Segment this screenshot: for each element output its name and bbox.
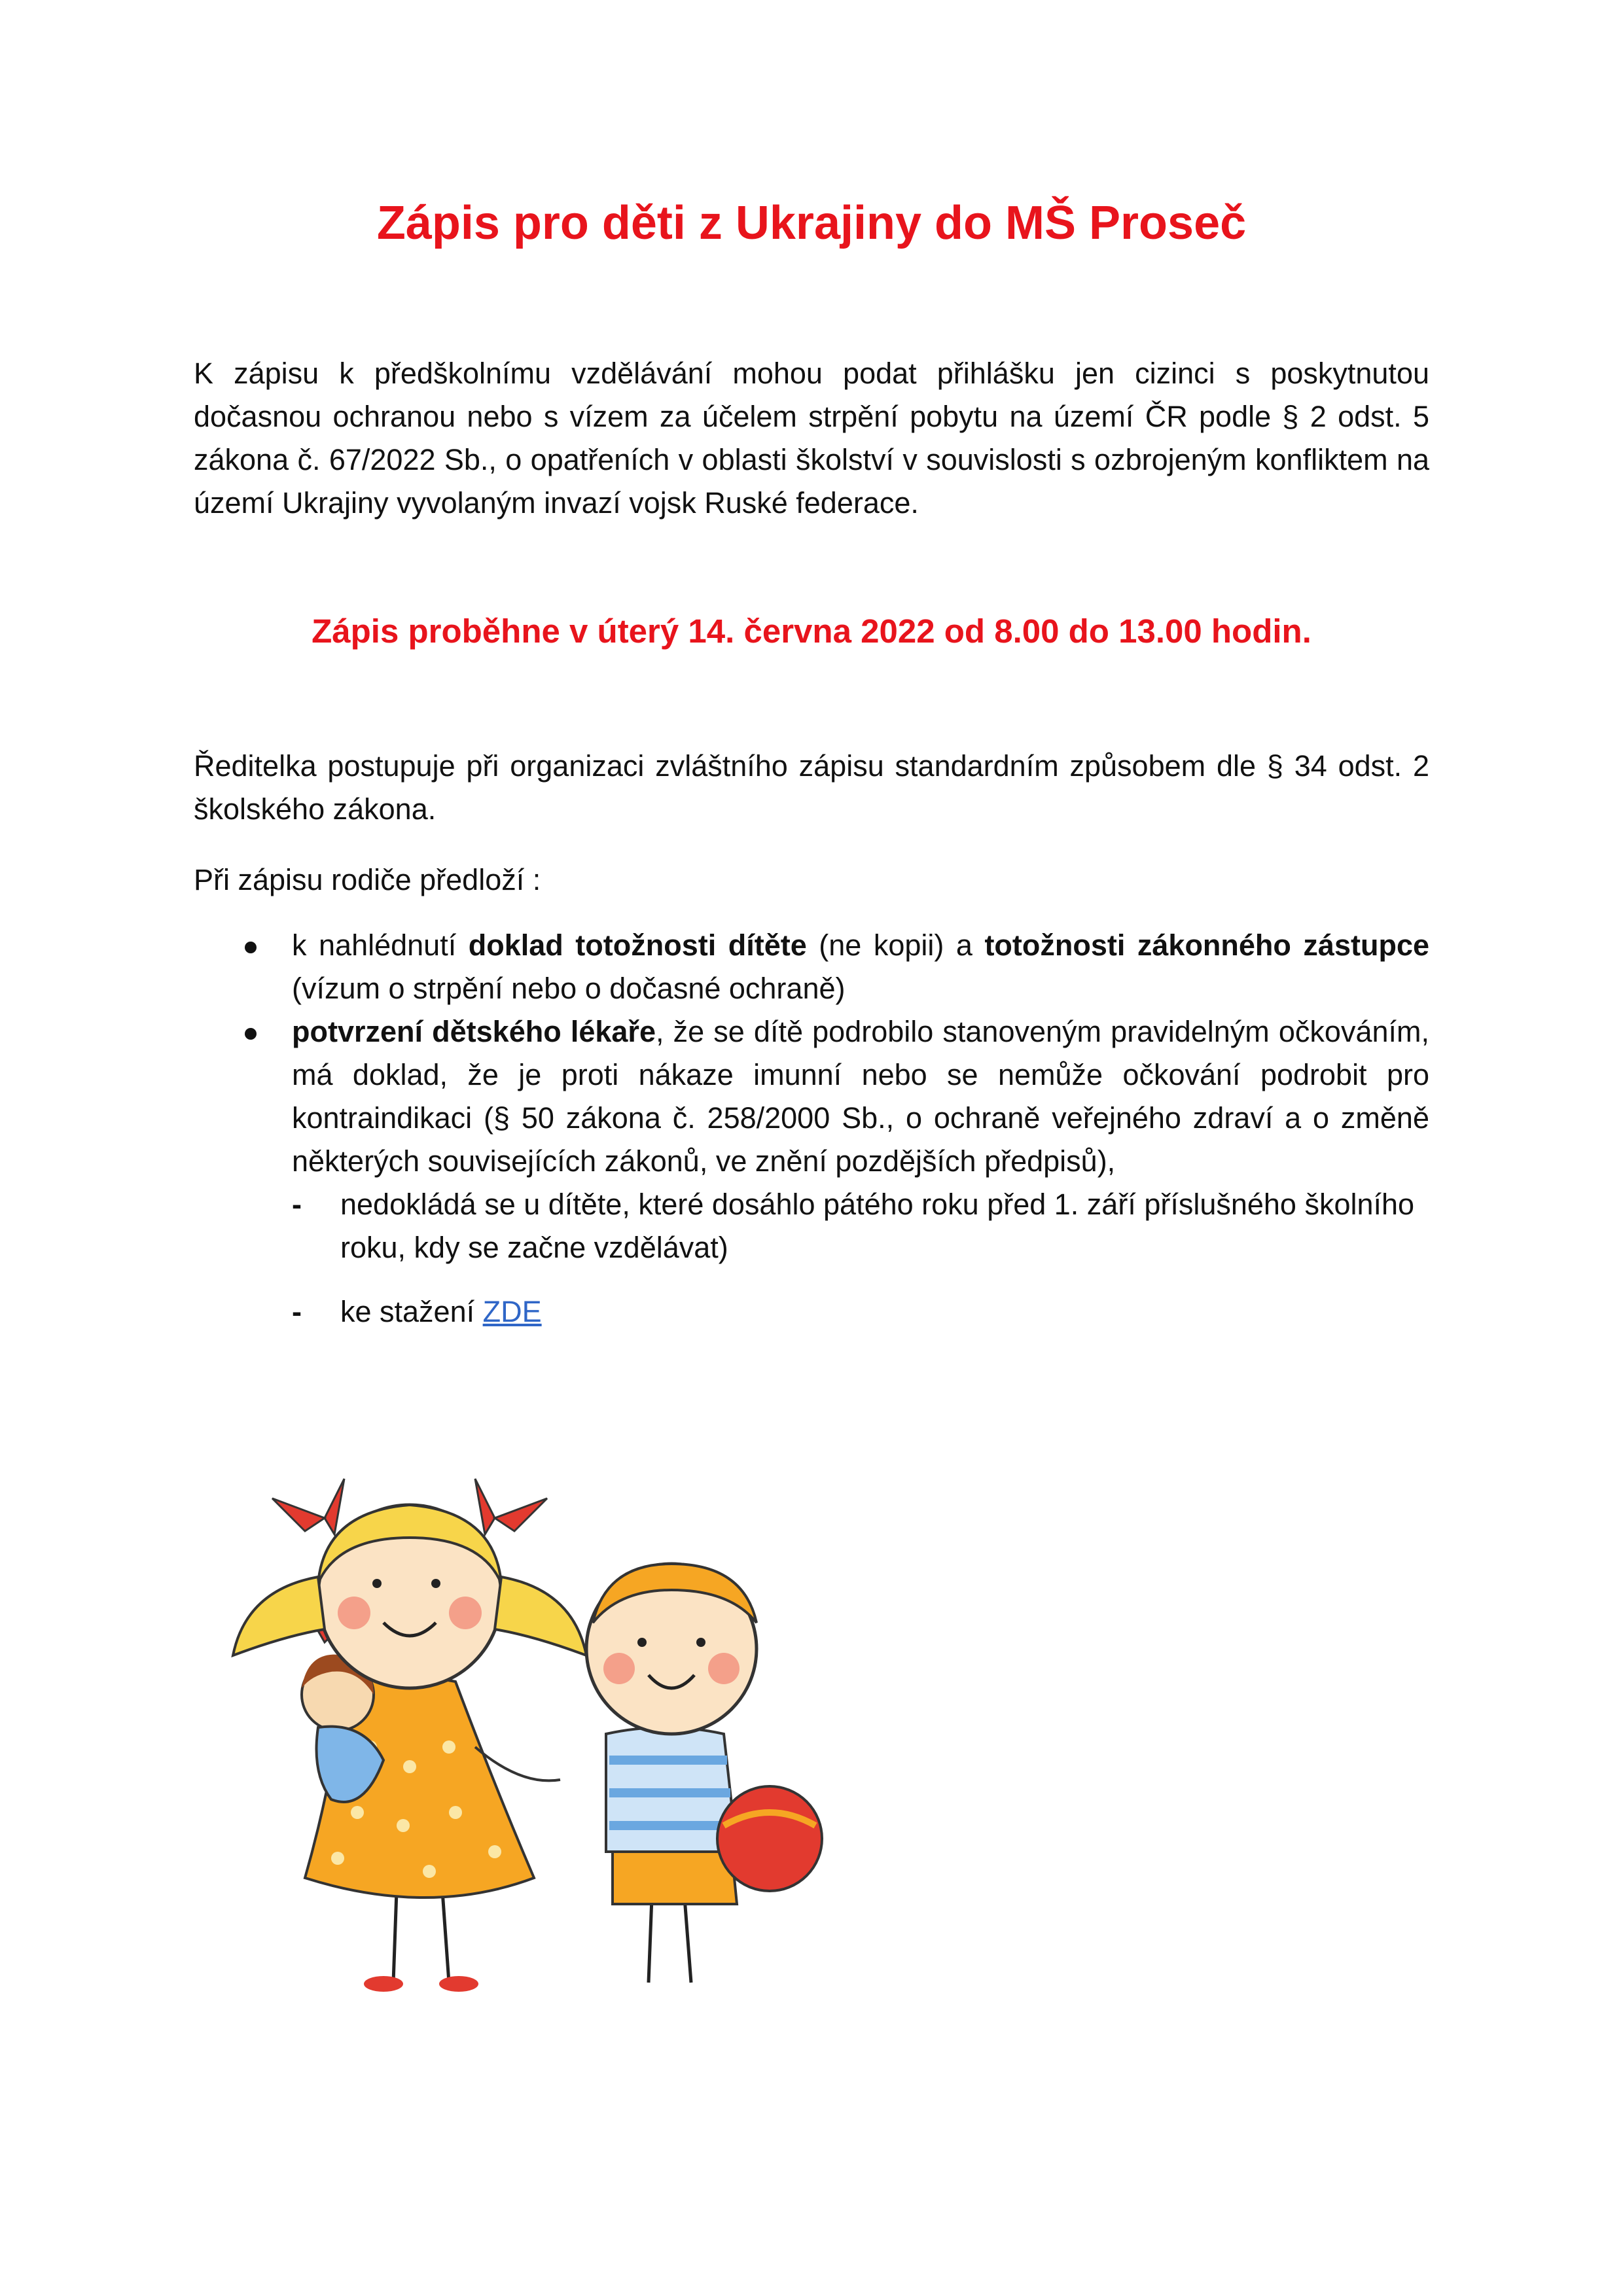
girl-leg bbox=[442, 1891, 449, 1983]
item-bold-text: doklad totožnosti dítěte bbox=[468, 928, 807, 962]
girl-shoe bbox=[439, 1976, 478, 1992]
sub-item-text: nedokládá se u dítěte, které dosáhlo pátého roku před 1. září příslušného školního roku, kdy se začne vzdělávat) bbox=[340, 1188, 1415, 1264]
girl-bow bbox=[475, 1479, 547, 1534]
girl-eye bbox=[372, 1579, 382, 1588]
documents-list bbox=[194, 924, 1429, 1333]
page-title: Zápis pro děti z Ukrajiny do MŠ Proseč bbox=[376, 197, 1247, 249]
bullet-dot-icon bbox=[245, 942, 257, 953]
ball bbox=[717, 1786, 822, 1891]
girl-leg bbox=[393, 1891, 397, 1983]
boy-cheek bbox=[708, 1653, 740, 1684]
item-bold-text: totožnosti zákonného zástupce bbox=[984, 928, 1429, 962]
sub-item-text: ke stažení bbox=[340, 1295, 483, 1328]
director-paragraph: Ředitelka postupuje při organizaci zvláštního zápisu standardním způsobem dle § 34 odst. 2 školského zákona. bbox=[194, 749, 1429, 826]
girl-pigtail bbox=[495, 1577, 586, 1655]
girl-shoe bbox=[364, 1976, 403, 1992]
documents-intro: Při zápisu rodiče předloží : bbox=[194, 863, 541, 896]
girl-pigtail bbox=[233, 1577, 325, 1655]
bullet-dot-icon bbox=[245, 1028, 257, 1040]
item-text: , že se dítě podrobilo stanoveným pravidelným očkováním, má doklad, že je proti nákaze imunní nebo se nemůže očkování podrobit pro kontraindikaci (§ 50 zákona č. 258/2000 Sb., o ochraně veřejného zdraví a o změně některých souvisejících zákonů, ve znění pozdějších předpisů), bbox=[292, 1015, 1429, 1178]
boy-leg bbox=[685, 1898, 691, 1983]
sub-list-item bbox=[194, 1290, 1429, 1333]
dash-marker: - bbox=[292, 1295, 302, 1328]
item-bold-text: potvrzení dětského lékaře bbox=[292, 1015, 656, 1048]
boy-leg bbox=[649, 1898, 652, 1983]
children-illustration bbox=[194, 1472, 868, 1996]
girl-eye bbox=[431, 1579, 440, 1588]
boy-eye bbox=[637, 1638, 647, 1647]
list-item bbox=[194, 924, 1429, 1010]
list-item bbox=[194, 1010, 1429, 1183]
item-text: k nahlédnutí bbox=[292, 928, 469, 962]
item-text: (vízum o strpění nebo o dočasné ochraně) bbox=[292, 972, 846, 1005]
item-text: (ne kopii) a bbox=[806, 928, 985, 962]
sub-list-item bbox=[194, 1183, 1429, 1269]
girl-cheek bbox=[338, 1597, 370, 1629]
girl-bow bbox=[272, 1479, 344, 1534]
download-link[interactable]: ZDE bbox=[482, 1295, 542, 1328]
intro-paragraph: K zápisu k předškolnímu vzdělávání mohou podat přihlášku jen cizinci s poskytnutou dočasnou ochranou nebo s vízem za účelem strpění pobytu na území ČR podle § 2 odst. 5 zákona č. 67/2022 Sb., o opatřeních v oblasti školství v souvislosti s ozbrojeným konfliktem na území Ukrajiny vyvolaným invazí vojsk Ruské federace. bbox=[194, 357, 1429, 520]
dash-marker: - bbox=[292, 1188, 302, 1221]
boy-cheek bbox=[603, 1653, 635, 1684]
girl-cheek bbox=[449, 1597, 482, 1629]
event-date-heading: Zápis proběhne v úterý 14. června 2022 od 8.00 do 13.00 hodin. bbox=[312, 612, 1311, 650]
boy-eye bbox=[696, 1638, 705, 1647]
